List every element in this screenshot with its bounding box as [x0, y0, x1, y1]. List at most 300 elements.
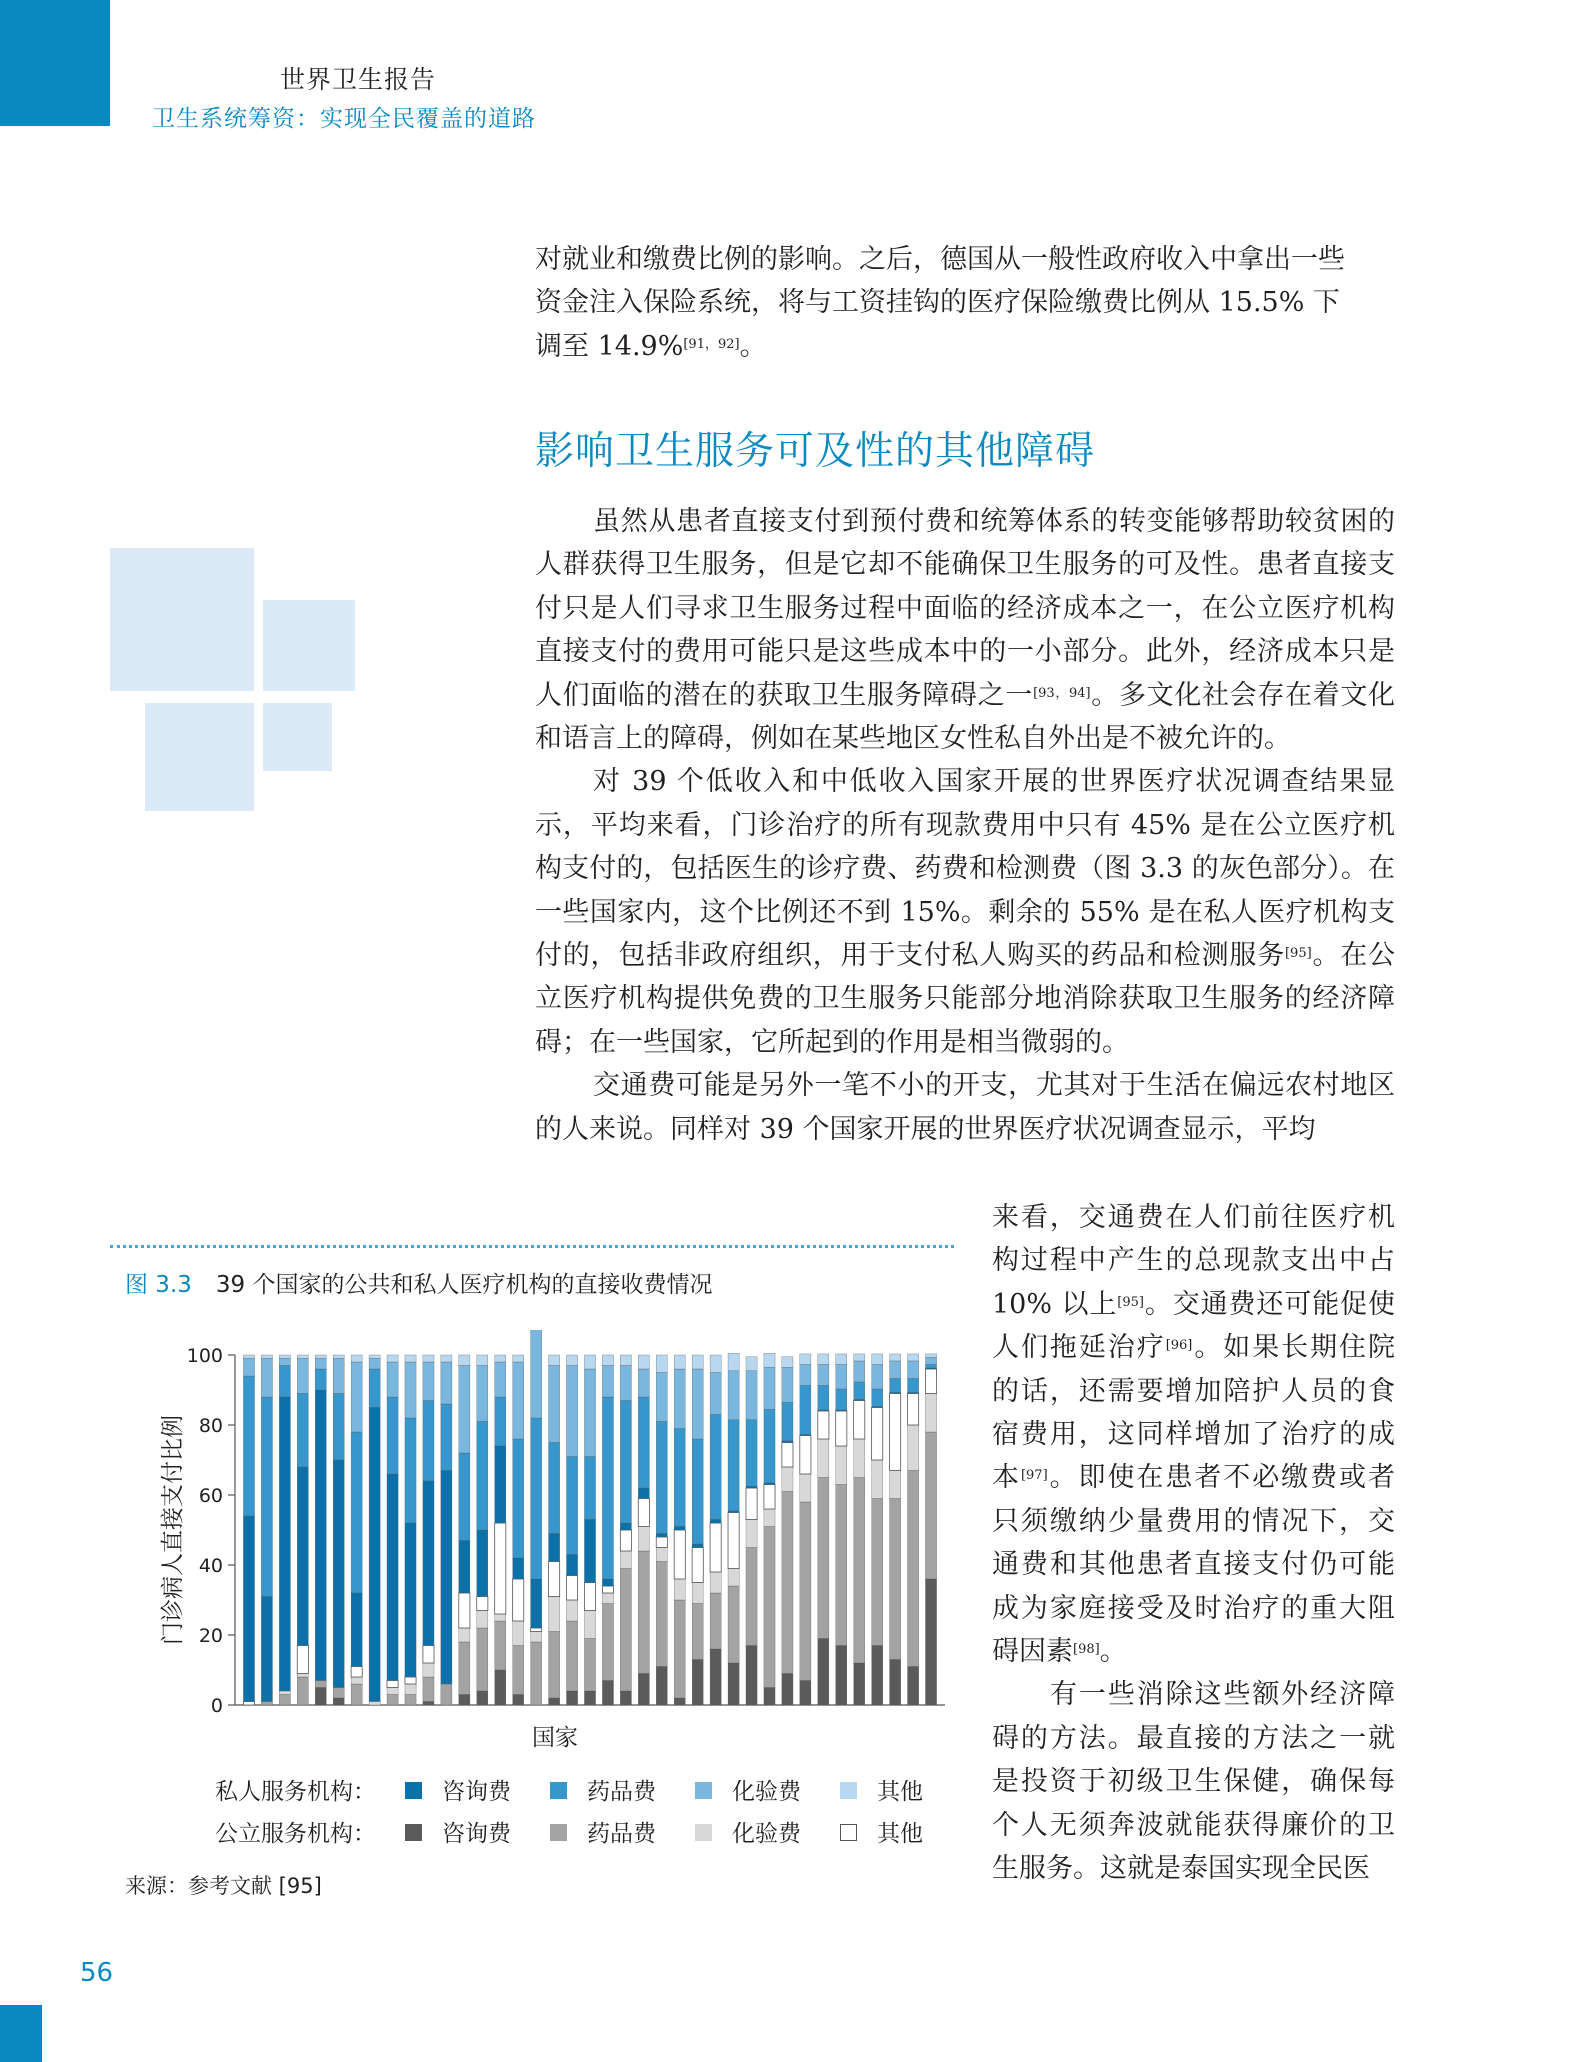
bar-segment — [566, 1555, 577, 1576]
bar-segment — [531, 1628, 542, 1632]
legend-text: 药品费 — [587, 1821, 656, 1847]
y-tick-label: 80 — [198, 1415, 223, 1437]
bar-segment — [818, 1410, 829, 1411]
bar-segment — [728, 1511, 739, 1513]
bar-segment — [872, 1499, 883, 1646]
bar-segment — [549, 1632, 560, 1699]
bar-segment — [351, 1677, 362, 1684]
legend-label-private: 私人服务机构： — [215, 1779, 376, 1805]
legend-item — [840, 1815, 923, 1848]
bar-segment — [602, 1593, 613, 1604]
bar-segment — [584, 1520, 595, 1583]
bar-segment — [495, 1397, 506, 1446]
bar-segment — [692, 1439, 703, 1544]
bar-segment — [369, 1702, 380, 1706]
y-tick-label: 40 — [198, 1555, 223, 1577]
bar-segment — [746, 1646, 757, 1706]
bar-segment — [584, 1457, 595, 1520]
bar-segment — [477, 1355, 488, 1366]
decorative-square — [263, 703, 332, 771]
bar-segment — [297, 1677, 308, 1705]
bar-segment — [243, 1359, 254, 1377]
bar-segment — [495, 1670, 506, 1705]
header-color-block — [0, 0, 110, 126]
decorative-square — [110, 548, 254, 691]
legend-swatch — [405, 1824, 422, 1841]
bar-segment — [279, 1691, 290, 1695]
bar-segment — [477, 1422, 488, 1531]
bar-segment — [854, 1478, 865, 1664]
legend-item — [550, 1815, 656, 1848]
bar-segment — [764, 1483, 775, 1485]
bar-segment — [602, 1355, 613, 1366]
y-axis-label: 门诊病人直接支付比例 — [160, 1415, 186, 1645]
section-body — [535, 500, 1395, 1151]
bar-segment — [890, 1361, 901, 1379]
bar-segment — [513, 1621, 524, 1646]
legend-swatch — [840, 1824, 857, 1841]
bar-segment — [890, 1394, 901, 1471]
x-axis-label: 国家 — [532, 1725, 578, 1750]
bar-segment — [513, 1558, 524, 1579]
bar-segment — [854, 1354, 865, 1361]
bar-segment — [925, 1394, 936, 1433]
bar-segment — [800, 1681, 811, 1706]
bar-segment — [782, 1367, 793, 1402]
bar-segment — [692, 1548, 703, 1583]
bar-segment — [243, 1376, 254, 1516]
bar-segment — [602, 1604, 613, 1681]
bar-segment — [710, 1649, 721, 1705]
bar-segment — [405, 1677, 416, 1684]
bar-segment — [261, 1597, 272, 1702]
bar-segment — [549, 1355, 560, 1366]
bar-segment — [800, 1354, 811, 1365]
bar-segment — [549, 1366, 560, 1443]
bar-segment — [764, 1509, 775, 1527]
bar-segment — [549, 1597, 560, 1632]
bar-segment — [369, 1408, 380, 1702]
bar-segment — [387, 1474, 398, 1681]
figure-divider — [110, 1245, 954, 1248]
legend-item — [405, 1815, 511, 1848]
bar-segment — [333, 1394, 344, 1461]
bar-segment — [441, 1355, 452, 1362]
bar-segment — [746, 1357, 757, 1371]
bar-segment — [890, 1354, 901, 1361]
section-heading: 影响卫生服务可及性的其他障碍 — [535, 429, 1096, 474]
bar-segment — [423, 1646, 434, 1664]
bar-segment — [423, 1362, 434, 1401]
bar-segment — [674, 1429, 685, 1527]
bar-segment — [620, 1691, 631, 1705]
bar-segment — [584, 1611, 595, 1639]
figure-title — [125, 1266, 712, 1299]
paragraph-2 — [535, 760, 1395, 1064]
paragraph-text: 。交通费还可能促使人们拖延治疗 — [992, 1288, 1395, 1364]
intro-paragraph — [535, 238, 1395, 368]
bar-segment — [890, 1499, 901, 1660]
bar-segment — [459, 1366, 470, 1454]
bar-segment — [818, 1364, 829, 1385]
paragraph-text: 。多文化社会存在着文化和语言上的障碍，例如在某些地区女性私自外出是不被允许的。 — [535, 679, 1396, 755]
bar-segment — [692, 1369, 703, 1439]
bar-segment — [405, 1362, 416, 1418]
decorative-square — [145, 703, 254, 811]
punctuation: 。 — [739, 330, 767, 362]
bar-segment — [315, 1369, 326, 1390]
chart-legend — [215, 1773, 955, 1853]
bar-segment — [602, 1681, 613, 1706]
bar-segment — [818, 1354, 829, 1365]
bar-segment — [477, 1691, 488, 1705]
bar-segment — [800, 1502, 811, 1681]
running-title: 世界卫生报告 — [280, 65, 437, 94]
bar-segment — [854, 1399, 865, 1400]
bar-segment — [333, 1355, 344, 1359]
bar-segment — [836, 1389, 847, 1410]
bar-segment — [315, 1390, 326, 1681]
legend-swatch — [550, 1824, 567, 1841]
bar-segment — [674, 1530, 685, 1579]
bar-segment — [710, 1593, 721, 1649]
bar-segment — [925, 1364, 936, 1368]
bar-segment — [566, 1355, 577, 1366]
bar-segment — [459, 1628, 470, 1642]
bar-segment — [387, 1362, 398, 1397]
bar-segment — [584, 1369, 595, 1457]
bar-segment — [549, 1443, 560, 1534]
bar-segment — [584, 1583, 595, 1611]
paragraph-text: 来看，交通费在人们前往医疗机构过程中产生的总现款支出中占 10% 以上 — [992, 1202, 1395, 1320]
legend-text: 咨询费 — [442, 1779, 511, 1805]
paragraph-text: 。 — [1099, 1636, 1127, 1668]
bar-segment — [782, 1443, 793, 1468]
bar-segment — [872, 1406, 883, 1407]
citation: [95] — [1284, 946, 1312, 962]
bar-segment — [459, 1355, 470, 1366]
legend-item — [840, 1773, 923, 1806]
bar-segment — [890, 1392, 901, 1393]
bar-segment — [872, 1408, 883, 1461]
bar-segment — [764, 1485, 775, 1510]
bar-segment — [279, 1397, 290, 1691]
bar-segment — [908, 1471, 919, 1667]
bar-segment — [872, 1646, 883, 1706]
bar-segment — [297, 1355, 308, 1359]
bar-segment — [638, 1397, 649, 1488]
bar-segment — [405, 1355, 416, 1362]
bar-segment — [908, 1354, 919, 1361]
bar-segment — [656, 1355, 667, 1373]
bar-segment — [513, 1362, 524, 1439]
bar-segment — [836, 1646, 847, 1706]
bar-segment — [441, 1362, 452, 1404]
bar-segment — [387, 1355, 398, 1362]
legend-text: 咨询费 — [442, 1821, 511, 1847]
bar-segment — [333, 1359, 344, 1394]
bar-segment — [405, 1523, 416, 1677]
bar-segment — [746, 1486, 757, 1488]
bar-segment — [782, 1492, 793, 1674]
bar-segment — [477, 1597, 488, 1611]
bar-segment — [656, 1373, 667, 1422]
legend-swatch — [840, 1782, 857, 1799]
bar-segment — [638, 1674, 649, 1706]
bar-segment — [746, 1420, 757, 1487]
legend-swatch — [695, 1782, 712, 1799]
bar-segment — [764, 1353, 775, 1367]
bar-segment — [243, 1355, 254, 1359]
bar-segment — [710, 1355, 721, 1373]
bar-segment — [836, 1411, 847, 1446]
bar-segment — [566, 1366, 577, 1457]
bar-segment — [423, 1702, 434, 1706]
bar-segment — [351, 1684, 362, 1705]
bar-segment — [566, 1621, 577, 1691]
bar-segment — [566, 1457, 577, 1555]
bar-segment — [728, 1420, 739, 1511]
bar-segment — [638, 1551, 649, 1674]
bar-segment — [243, 1702, 254, 1706]
bar-segment — [566, 1691, 577, 1705]
bar-segment — [710, 1373, 721, 1415]
figure-caption: 39 个国家的公共和私人医疗机构的直接收费情况 — [215, 1272, 713, 1298]
running-subtitle: 卫生系统筹资：实现全民覆盖的道路 — [152, 106, 536, 132]
legend-swatch — [695, 1824, 712, 1841]
bar-segment — [297, 1467, 308, 1646]
bar-segment — [495, 1614, 506, 1621]
bar-segment — [351, 1593, 362, 1667]
bar-segment — [495, 1355, 506, 1362]
bar-segment — [279, 1355, 290, 1359]
bar-segment — [746, 1548, 757, 1646]
bar-segment — [818, 1639, 829, 1706]
bar-segment — [836, 1354, 847, 1365]
bar-segment — [638, 1355, 649, 1369]
bar-segment — [566, 1576, 577, 1601]
bar-segment — [495, 1362, 506, 1397]
bar-segment — [656, 1548, 667, 1562]
paragraph-text: 。即使在患者不必缴费或者只须缴纳少量费用的情况下，交通费和其他患者直接支付仍可能成为家庭接受及时治疗的重大阻碍因素 — [992, 1462, 1396, 1668]
bar-segment — [602, 1586, 613, 1593]
bar-segment — [764, 1367, 775, 1409]
citation: [93，94] — [1033, 685, 1091, 701]
bar-segment — [782, 1674, 793, 1706]
bar-segment — [261, 1355, 272, 1359]
citation: [98] — [1073, 1642, 1100, 1658]
bar-segment — [925, 1357, 936, 1364]
bar-segment — [692, 1544, 703, 1548]
bar-segment — [549, 1698, 560, 1705]
bar-segment — [638, 1527, 649, 1552]
bar-segment — [746, 1520, 757, 1548]
bar-segment — [297, 1394, 308, 1468]
bar-segment — [818, 1385, 829, 1410]
bar-segment — [531, 1418, 542, 1579]
bar-segment — [423, 1355, 434, 1362]
bar-segment — [297, 1674, 308, 1678]
bar-segment — [261, 1397, 272, 1597]
bar-segment — [315, 1359, 326, 1370]
bar-segment — [333, 1688, 344, 1699]
legend-text: 化验费 — [732, 1821, 801, 1847]
decorative-square — [263, 600, 355, 691]
intro-line: 调至 14.9% — [535, 330, 684, 362]
bar-segment — [315, 1355, 326, 1359]
bar-segment — [620, 1569, 631, 1692]
bar-segment — [872, 1389, 883, 1407]
citation: [91，92] — [683, 336, 740, 352]
bar-segment — [656, 1534, 667, 1538]
bar-segment — [925, 1369, 936, 1394]
legend-swatch — [550, 1782, 567, 1799]
citation: [97] — [1020, 1468, 1048, 1484]
bar-segment — [351, 1432, 362, 1593]
bar-segment — [566, 1600, 577, 1621]
bar-segment — [405, 1418, 416, 1523]
bar-segment — [243, 1516, 254, 1702]
bar-segment — [333, 1460, 344, 1688]
bar-segment — [620, 1530, 631, 1551]
paragraph-3-continued — [992, 1196, 1395, 1673]
figure-number: 图 3.3 — [125, 1272, 192, 1298]
bar-segment — [279, 1359, 290, 1366]
bar-segment — [423, 1401, 434, 1482]
bar-segment — [369, 1355, 380, 1359]
paragraph-3-start: 交通费可能是另外一笔不小的开支，尤其对于生活在偏远农村地区的人来说。同样对 39 个国家开展的世界医疗状况调查显示，平均 — [535, 1070, 1395, 1145]
bar-segment — [459, 1593, 470, 1628]
paragraph-text: 虽然从患者直接支付到预付费和统筹体系的转变能够帮助较贫困的人群获得卫生服务，但是它却不能确保卫生服务的可及性。患者直接支付只是人们寻求卫生服务过程中面临的经济成本之一，在公立医疗机构直接支付的费用可能只是这些成本中的一小部分。此外，经济成本只是人们面临的潜在的获取卫生服务障碍之一 — [535, 506, 1395, 711]
bar-segment — [279, 1366, 290, 1398]
bar-segment — [728, 1371, 739, 1420]
bar-segment — [872, 1460, 883, 1499]
bar-segment — [872, 1354, 883, 1365]
bar-segment — [908, 1667, 919, 1706]
bar-segment — [854, 1382, 865, 1400]
bar-segment — [674, 1579, 685, 1600]
bar-segment — [782, 1441, 793, 1443]
bar-segment — [477, 1628, 488, 1691]
legend-text: 其他 — [877, 1779, 923, 1805]
paragraph-4: 有一些消除这些额外经济障碍的方法。最直接的方法之一就是投资于初级卫生保健，确保每个人无须奔波就能获得廉价的卫生服务。这就是泰国实现全民医 — [992, 1679, 1395, 1885]
y-tick-label: 60 — [198, 1485, 223, 1507]
legend-swatch — [405, 1782, 422, 1799]
bar-segment — [602, 1579, 613, 1586]
bar-segment — [369, 1359, 380, 1370]
bar-segment — [423, 1677, 434, 1702]
bar-segment — [459, 1642, 470, 1695]
bar-segment — [620, 1355, 631, 1366]
bar-segment — [423, 1481, 434, 1646]
bar-segment — [459, 1695, 470, 1706]
stacked-bar-chart — [140, 1330, 960, 1750]
paragraph-text: 。在公立医疗机构提供免费的卫生服务只能部分地消除获取卫生服务的经济障碍；在一些国家，它所起到的作用是相当微弱的。 — [535, 940, 1396, 1058]
bar-segment — [620, 1523, 631, 1530]
bar-segment — [638, 1499, 649, 1527]
legend-item — [550, 1773, 656, 1806]
bar-segment — [836, 1364, 847, 1389]
bar-segment — [387, 1397, 398, 1474]
bar-segment — [495, 1446, 506, 1523]
bar-segment — [369, 1369, 380, 1408]
bar-segment — [890, 1660, 901, 1706]
bar-segment — [459, 1453, 470, 1541]
bar-segment — [728, 1663, 739, 1705]
bar-segment — [513, 1355, 524, 1362]
bar-segment — [333, 1698, 344, 1705]
bar-segment — [925, 1432, 936, 1579]
bar-segment — [925, 1354, 936, 1358]
bar-segment — [908, 1425, 919, 1471]
bar-segment — [800, 1436, 811, 1475]
bar-segment — [261, 1359, 272, 1398]
bar-segment — [315, 1681, 326, 1688]
bar-segment — [674, 1600, 685, 1698]
bar-segment — [908, 1392, 919, 1393]
bar-segment — [925, 1368, 936, 1369]
bar-segment — [800, 1385, 811, 1434]
intro-line: 对就业和缴费比例的影响。之后，德国从一般性政府收入中拿出一些 — [535, 244, 1345, 275]
bar-segment — [908, 1361, 919, 1379]
bar-segment — [746, 1371, 757, 1420]
bar-segment — [836, 1446, 847, 1485]
bar-segment — [710, 1415, 721, 1520]
bar-segment — [782, 1402, 793, 1441]
bar-segment — [477, 1611, 488, 1629]
bar-segment — [351, 1355, 362, 1362]
bar-segment — [620, 1551, 631, 1569]
bar-segment — [531, 1642, 542, 1705]
bar-segment — [836, 1485, 847, 1646]
bar-segment — [764, 1688, 775, 1706]
bar-segment — [728, 1586, 739, 1663]
bar-segment — [854, 1401, 865, 1440]
bar-segment — [423, 1663, 434, 1677]
bar-segment — [692, 1583, 703, 1604]
bar-segment — [674, 1369, 685, 1429]
bar-segment — [764, 1409, 775, 1483]
y-tick-label: 0 — [210, 1695, 223, 1717]
legend-label-public: 公立服务机构： — [215, 1821, 376, 1847]
bar-segment — [746, 1488, 757, 1520]
bar-segment — [908, 1394, 919, 1426]
bar-segment — [728, 1353, 739, 1371]
bar-segment — [279, 1695, 290, 1706]
legend-text: 化验费 — [732, 1779, 801, 1805]
y-tick-label: 100 — [186, 1345, 223, 1367]
bar-segment — [656, 1422, 667, 1534]
bar-segment — [459, 1541, 470, 1594]
bar-segment — [710, 1572, 721, 1593]
bar-segment — [674, 1355, 685, 1369]
bar-segment — [656, 1537, 667, 1548]
bar-segment — [495, 1523, 506, 1614]
legend-item — [695, 1815, 801, 1848]
bar-segment — [818, 1439, 829, 1478]
bar-segment — [549, 1534, 560, 1562]
bar-segment — [854, 1663, 865, 1705]
bar-segment — [908, 1378, 919, 1392]
bar-segment — [656, 1562, 667, 1667]
bar-segment — [441, 1684, 452, 1705]
bar-segment — [818, 1411, 829, 1439]
bar-segment — [800, 1474, 811, 1502]
footer-color-block — [0, 2005, 42, 2062]
bar-segment — [925, 1579, 936, 1705]
bar-segment — [692, 1660, 703, 1706]
bar-segment — [531, 1632, 542, 1643]
